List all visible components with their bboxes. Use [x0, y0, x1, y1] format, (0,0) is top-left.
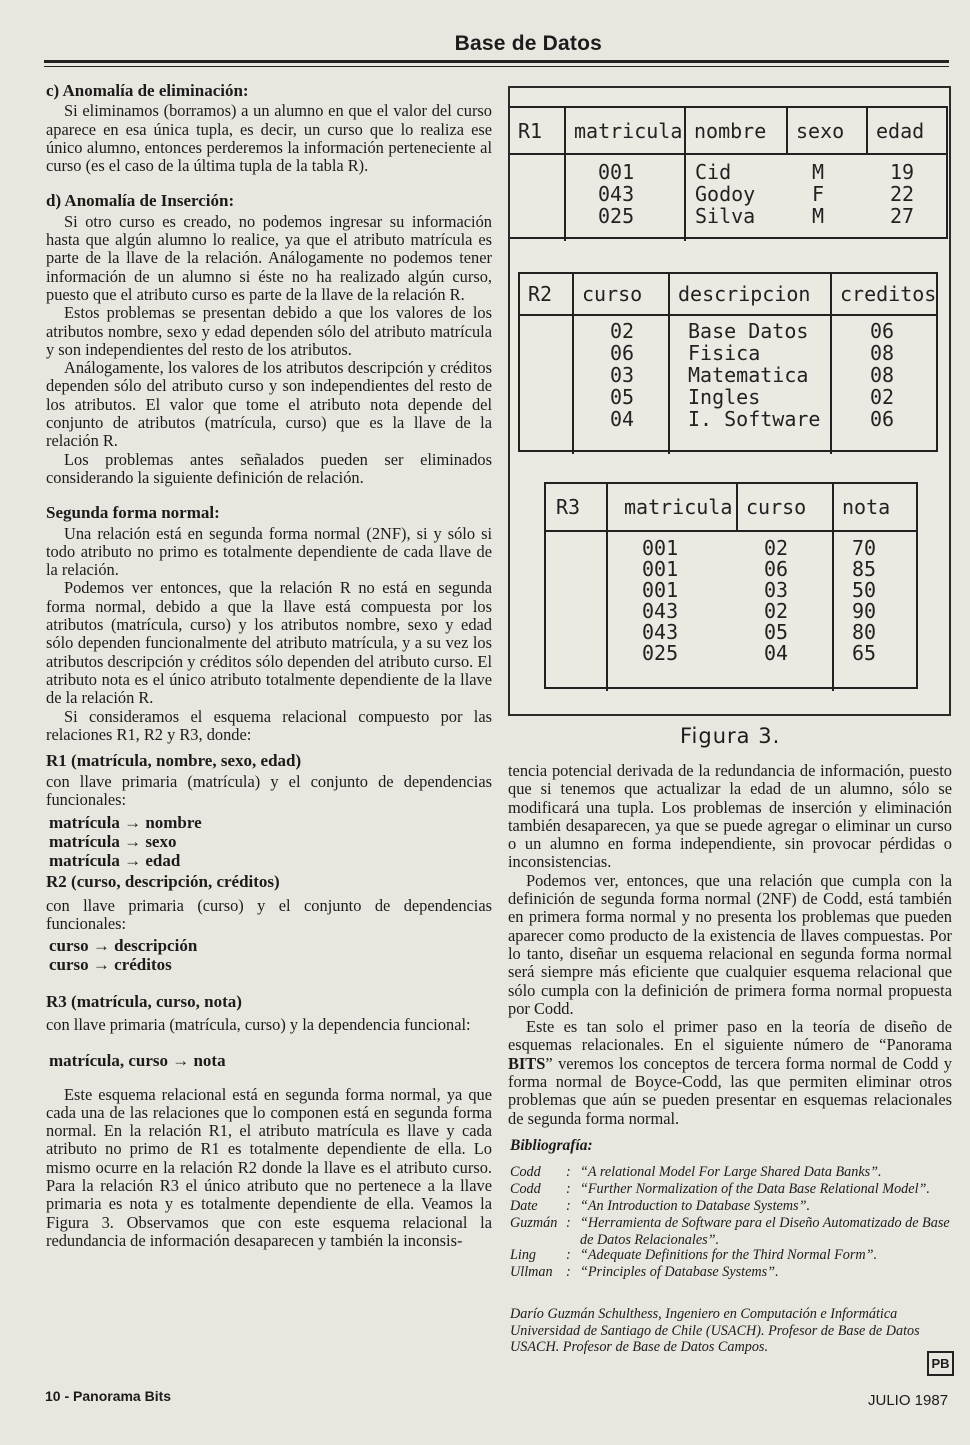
table-cell: 85	[852, 557, 877, 581]
table-cell: Ingles	[688, 385, 761, 409]
magazine-name: BITS	[508, 1053, 546, 1073]
bibliography-entry: Codd : “Further Normalization of the Data Base Relational Model”.	[510, 1181, 966, 1197]
table-cell: 08	[870, 363, 895, 387]
table-cell: 80	[852, 620, 877, 644]
paragraph: tencia potencial derivada de la redundancia de información, puesto que si tenemos que actualizar la edad de un alumno, sólo se modificará una tupla. Los problemas de inserción y eliminación también desaparecen, ya que se puede agregar o eliminar un curso o un alumno en forma independiente, sin provocar pérdidas o inconsistencias.	[508, 761, 952, 872]
table-cell: 001	[642, 557, 679, 581]
table-cell: 05	[764, 620, 789, 644]
figure-caption: Figura 3.	[680, 724, 781, 748]
relation-r2-heading: R2 (curso, descripción, créditos)	[46, 871, 280, 891]
bib-title: “Adequate Definitions for the Third Normal Form”.	[580, 1247, 878, 1263]
table-cell: 02	[764, 599, 789, 623]
bib-title: “A relational Model For Large Shared Data Banks”.	[580, 1164, 882, 1180]
column-header: matricula	[574, 118, 683, 143]
table-cell: 02	[610, 319, 635, 343]
paragraph: Si consideramos el esquema relacional compuesto por las relaciones R1, R2 y R3, donde:	[46, 706, 492, 744]
table-name: R2	[528, 282, 553, 306]
page-footer-left: 10 - Panorama Bits	[45, 1388, 172, 1404]
paragraph: Los problemas antes señalados pueden ser eliminados considerando la siguiente definición de relación.	[46, 449, 492, 487]
table-cell: 65	[852, 641, 877, 665]
table-cell: 04	[610, 407, 635, 431]
table-cell: 06	[870, 407, 895, 431]
heading-segunda-forma-normal: Segunda forma normal:	[46, 503, 220, 523]
table-cell: Fisica	[688, 341, 761, 365]
paragraph: Si eliminamos (borramos) a un alumno en que el valor del curso aparece en esa única tupla, es decir, un curso que lo realiza ese único alumno, entonces perderemos la información perteneciente al curso (es el caso de la última tupla de la tabla R).	[46, 101, 492, 176]
bib-title: “Herramienta de Software para el Diseño Automatizado de Base de Datos Relacionales”.	[580, 1215, 950, 1248]
column-values	[852, 538, 876, 664]
column-values	[890, 161, 914, 227]
table-cell: 043	[642, 599, 679, 623]
table-cell: 03	[764, 578, 789, 602]
column-values	[610, 320, 634, 430]
paragraph: Este esquema relacional está en segunda forma normal, ya que cada una de las relaciones que lo componen está en segunda forma normal. En la relación R1, el atributo matrícula es llave y cada atributo no primo de R1 es totalmente dependiente de ella. Lo mismo ocurre en la relación R2 donde la llave es el atributo curso. Para la relación R3 el único atributo que no pertenece a la llave primaria es nota y es totalmente dependiente de ella. Veamos la Figura 3. Observamos que con este esquema relacional la redundancia de información desaparecen y también la inconsis-	[46, 1084, 492, 1250]
paragraph: Análogamente, los valores de los atributos descripción y créditos dependen sólo del atributo curso y son independientes del resto de los atributos. El valor que tome el atributo nota depende del conjunto de atributos (matrícula, curso) que es la llave de la relación R.	[46, 358, 492, 451]
column-header: matricula	[624, 495, 733, 519]
paragraph	[508, 1018, 952, 1128]
bib-title: “Further Normalization of the Data Base Relational Model”.	[580, 1181, 930, 1197]
table-cell: 08	[870, 341, 895, 365]
table-cell: 02	[870, 385, 895, 409]
text: Este es tan solo el primer paso en la teoría de diseño de esquemas relacionales. En el siguiente número de “Panorama	[508, 1017, 952, 1055]
table-cell: 70	[852, 536, 877, 560]
table-cell: Base Datos	[688, 319, 809, 343]
paragraph: Una relación está en segunda forma normal (2NF), si y sólo si todo atributo no primo es totalmente dependiente de cada llave de la relación.	[46, 523, 492, 580]
table-cell: M	[812, 160, 825, 184]
heading-anomalia-insercion: d) Anomalía de Inserción:	[46, 191, 235, 211]
table-name: R3	[556, 495, 581, 519]
functional-dependency: curso → créditos	[49, 955, 172, 975]
pb-logo: PB	[927, 1351, 954, 1376]
column-header: curso	[746, 495, 807, 519]
functional-dependency: matrícula → sexo	[49, 831, 177, 851]
paragraph: Estos problemas se presentan debido a que los valores de los atributos nombre, sexo y edad dependen sólo del atributo matrícula y son independientes del resto de los atributos.	[46, 303, 492, 359]
heading-anomalia-eliminacion: c) Anomalía de eliminación:	[46, 81, 249, 100]
column-header: nota	[842, 495, 891, 519]
paragraph: con llave primaria (matrícula, curso) y la dependencia funcional:	[46, 1015, 471, 1035]
table-cell: 06	[610, 341, 635, 365]
bibliography-entry: Codd : “A relational Model For Large Shared Data Banks”.	[510, 1164, 966, 1180]
column-values	[695, 161, 755, 227]
table-cell: 27	[890, 204, 915, 228]
table-cell: 001	[598, 160, 635, 184]
column-values	[764, 538, 788, 664]
table-cell: 06	[870, 319, 895, 343]
bib-title: “Principles of Database Systems”.	[580, 1264, 779, 1280]
table-cell: 043	[598, 182, 635, 206]
column-values	[688, 320, 820, 430]
page-header	[0, 0, 970, 72]
relation-r3-heading: R3 (matrícula, curso, nota)	[46, 992, 242, 1012]
right-column	[508, 762, 952, 1128]
table-cell: 043	[642, 620, 679, 644]
column-values	[870, 320, 894, 430]
table-cell: 025	[642, 641, 679, 665]
bib-title: “An Introduction to Database Systems”.	[580, 1198, 811, 1214]
table-r1	[510, 106, 948, 239]
bib-author: Codd	[510, 1164, 541, 1180]
column-header: curso	[582, 282, 643, 306]
left-column	[46, 80, 492, 1250]
table-cell: Godoy	[695, 182, 756, 206]
paragraph: con llave primaria (curso) y el conjunto de dependencias funcionales:	[46, 895, 492, 933]
column-values	[642, 538, 678, 664]
table-cell: Cid	[695, 160, 732, 184]
table-cell: Matematica	[688, 363, 809, 387]
table-name: R1	[518, 118, 543, 143]
bibliography-entry: Date : “An Introduction to Database Systems”.	[510, 1198, 966, 1214]
paragraph: Podemos ver, entonces, que una relación que cumpla con la definición de segunda forma normal (2NF) de Codd, está también en primera forma normal y no presenta los problemas que pueden aparecer como producto de la existencia de llaves compuestas. Por lo tanto, diseñar un esquema relacional en segunda forma normal será siempre más eficiente que cualquier esquema relacional que sólo cumpla con la definición de primera forma normal propuesta por Codd.	[508, 870, 952, 1018]
paragraph: Si otro curso es creado, no podemos ingresar su información hasta que algún alumno lo realice, ya que el atributo matrícula es parte de la llave de la relación. Análogamente no podemos tener información de un alumno si éste no ha realizado algún curso, puesto que el atributo curso es parte de la llave de la relación R.	[46, 211, 492, 304]
bibliography-entry: Ling : “Adequate Definitions for the Third Normal Form”.	[510, 1247, 966, 1263]
figure-3	[508, 86, 951, 716]
bibliography-entry: Ullman : “Principles of Database Systems”.	[510, 1264, 966, 1280]
table-cell: I. Software	[688, 407, 821, 431]
column-header: descripcion	[678, 282, 811, 306]
section-title: Base de Datos	[454, 32, 602, 55]
page-footer-date: JULIO 1987	[868, 1392, 949, 1409]
functional-dependency: matrícula, curso → nota	[49, 1050, 226, 1070]
table-header	[520, 274, 936, 316]
text: ” veremos los conceptos de tercera forma normal de Codd y forma normal de Boyce-Codd, las que permiten eliminar otros problemas que aún se pueden presentar en esquemas relacionales de segunda forma normal.	[508, 1053, 952, 1128]
column-header: edad	[876, 118, 925, 143]
functional-dependency: matrícula → nombre	[49, 812, 202, 832]
author-note: Darío Guzmán Schulthess, Ingeniero en Computación e Informática Universidad de Santiago de Chile (USACH). Profesor de Base de Datos USACH. Profesor de Base de Datos Campos.	[510, 1306, 920, 1355]
table-header	[510, 108, 946, 155]
table-cell: 03	[610, 363, 635, 387]
column-values	[598, 161, 634, 227]
header-rule	[44, 60, 949, 63]
table-r2	[518, 272, 938, 452]
bib-author: Codd	[510, 1181, 541, 1197]
header-rule-thin	[44, 66, 949, 67]
table-cell: M	[812, 204, 825, 228]
table-cell: 02	[764, 536, 789, 560]
column-header: creditos	[840, 282, 937, 306]
column-values	[812, 161, 824, 227]
paragraph: Podemos ver entonces, que la relación R no está en segunda forma normal, debido a que la llave está compuesta por los atributos (matrícula, curso) y los atributos nombre, sexo y edad sólo dependen funcionalmente del atributo matrícula, y a su vez los atributos descripción y créditos sólo dependen del atributo curso. El atributo nota es el único atributo totalmente dependiente de la llave de la relación R.	[46, 578, 492, 708]
bib-author: Ullman	[510, 1264, 553, 1280]
bibliography-title: Bibliografía:	[510, 1137, 593, 1154]
bib-author: Date	[510, 1198, 538, 1214]
table-cell: 001	[642, 536, 679, 560]
table-cell: 04	[764, 641, 789, 665]
functional-dependency: matrícula → edad	[49, 850, 181, 870]
paragraph: con llave primaria (matrícula) y el conjunto de dependencias funcionales:	[46, 772, 492, 810]
table-cell: 001	[642, 578, 679, 602]
table-cell: 05	[610, 385, 635, 409]
column-header: nombre	[694, 118, 767, 143]
column-header: sexo	[796, 118, 845, 143]
bibliography-entry: Guzmán : “Herramienta de Software para el Diseño Automatizado de Base de Datos Relacionales”.	[510, 1215, 966, 1248]
relation-r1-heading: R1 (matrícula, nombre, sexo, edad)	[46, 751, 302, 771]
table-cell: 50	[852, 578, 877, 602]
functional-dependency: curso → descripción	[49, 936, 198, 956]
table-cell: 06	[764, 557, 789, 581]
table-cell: Silva	[695, 204, 756, 228]
table-r3	[544, 482, 918, 689]
table-cell: 22	[890, 182, 915, 206]
table-header	[546, 484, 916, 532]
bib-author: Guzmán	[510, 1215, 558, 1231]
table-cell: 90	[852, 599, 877, 623]
table-cell: F	[812, 182, 825, 206]
table-cell: 19	[890, 160, 915, 184]
bib-author: Ling	[510, 1247, 537, 1263]
table-cell: 025	[598, 204, 635, 228]
